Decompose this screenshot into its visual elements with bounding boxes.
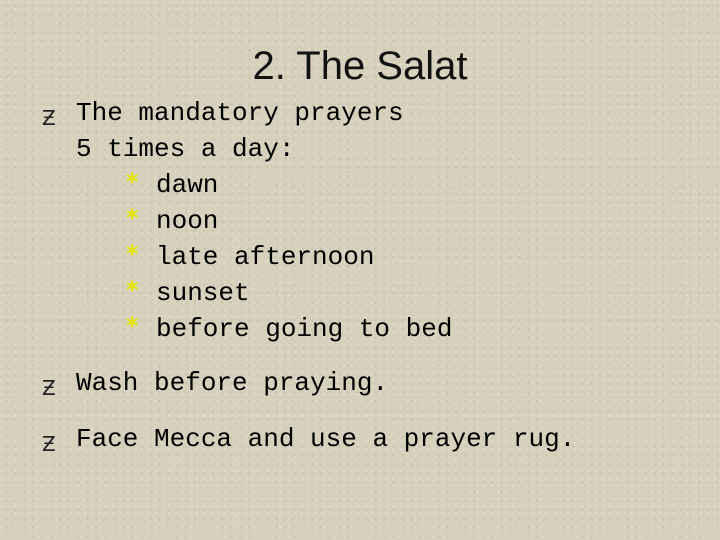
slide-title [0, 44, 720, 89]
slide-title-text: 2. The Salat [252, 44, 468, 88]
z-bullet-icon: Ƶ [42, 376, 56, 400]
z-bullet-icon: Ƶ [42, 106, 56, 130]
asterisk-icon: * [126, 276, 139, 304]
asterisk-icon: * [126, 168, 139, 196]
sub-item-late-afternoon: late afternoon [156, 242, 375, 272]
z-bullet-icon: Ƶ [42, 432, 56, 456]
sub-item-dawn: dawn [156, 170, 219, 200]
sub-item-before-bed: before going to bed [156, 314, 453, 344]
asterisk-icon: * [126, 240, 139, 268]
bullet-1-line-2: 5 times a day: [76, 134, 295, 164]
bullet-1-line-1: The mandatory prayers [76, 98, 404, 128]
asterisk-icon: * [126, 312, 139, 340]
asterisk-icon: * [126, 204, 139, 232]
sub-item-sunset: sunset [156, 278, 250, 308]
sub-item-noon: noon [156, 206, 219, 236]
bullet-3-text: Face Mecca and use a prayer rug. [76, 424, 576, 454]
bullet-2-text: Wash before praying. [76, 368, 389, 398]
